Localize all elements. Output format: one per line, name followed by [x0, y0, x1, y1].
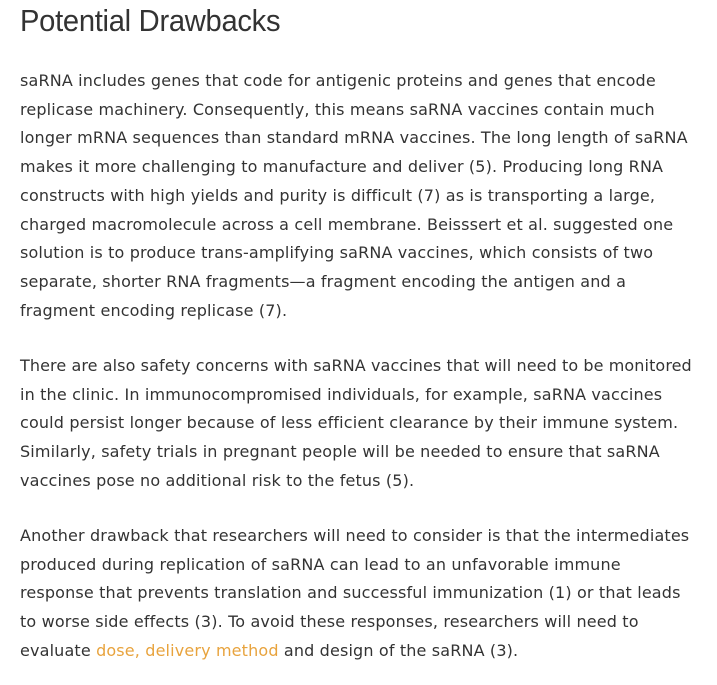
article-section	[20, 0, 692, 660]
text-line: vaccines pose no additional risk to the fetus (5).	[20, 470, 415, 490]
text-line: Similarly, safety trials in pregnant people will be needed to ensure that saRNA	[20, 442, 660, 462]
text-line: Another drawback that researchers will need to consider is that the intermediates	[20, 526, 690, 545]
section-heading: Potential Drawbacks	[20, 3, 281, 38]
text-line: in the clinic. In immunocompromised individuals, for example, saRNA vaccines	[20, 384, 663, 404]
text-line: produced during replication of saRNA can lead to an unfavorable immune	[20, 554, 621, 574]
paragraph-safety-concerns	[20, 352, 692, 496]
text-line: longer mRNA sequences than standard mRNA vaccines. The long length of saRNA	[20, 128, 688, 148]
text-line: makes it more challenging to manufacture and deliver (5). Producing long RNA	[20, 157, 664, 177]
text-line: solution is to produce trans-amplifying saRNA vaccines, which consists of two	[20, 243, 654, 263]
dose-delivery-method-link[interactable]: dose, delivery method	[96, 640, 279, 660]
text-line: charged macromolecule across a cell membrane. Beisssert et al. suggested one	[20, 214, 674, 234]
text-line: saRNA includes genes that code for antigenic proteins and genes that encode	[20, 71, 656, 90]
text-line-with-link	[20, 637, 692, 666]
text-line: response that prevents translation and successful immunization (1) or that leads	[20, 583, 681, 603]
paragraph-immune-response	[20, 522, 692, 666]
text-line: replicase machinery. Consequently, this means saRNA vaccines contain much	[20, 99, 655, 119]
text-segment: evaluate	[20, 640, 97, 660]
text-line: fragment encoding replicase (7).	[20, 300, 288, 320]
text-line: could persist longer because of less efficient clearance by their immune system.	[20, 413, 679, 433]
text-line: to worse side effects (3). To avoid these responses, researchers will need to	[20, 612, 639, 632]
text-line: There are also safety concerns with saRNA vaccines that will need to be monitored	[20, 356, 692, 375]
paragraph-drawbacks-length	[20, 67, 692, 325]
text-line: separate, shorter RNA fragments—a fragment encoding the antigen and a	[20, 271, 627, 291]
text-segment: and design of the saRNA (3).	[278, 640, 519, 660]
text-line: constructs with high yields and purity is difficult (7) as is transporting a large,	[20, 185, 656, 205]
